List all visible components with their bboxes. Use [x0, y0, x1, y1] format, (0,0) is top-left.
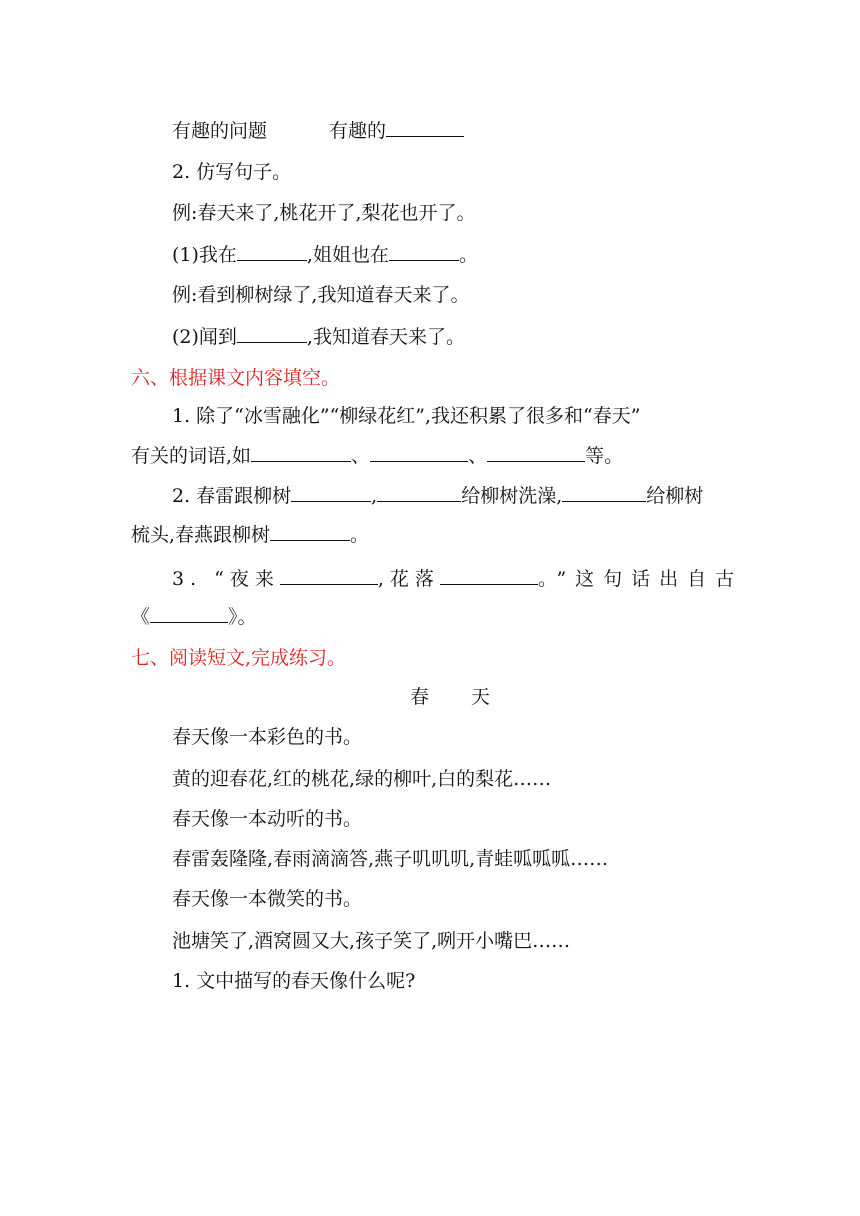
sentence-text: 给柳树洗澡,: [461, 485, 563, 507]
question-text: 1. 文中描写的春天像什么呢?: [172, 970, 416, 992]
sentence-text: 3. “夜来: [172, 568, 280, 590]
answer-blank[interactable]: [150, 604, 228, 623]
answer-blank[interactable]: [280, 566, 378, 585]
passage-paragraph: 春天像一本动听的书。: [172, 808, 363, 830]
question-text: 1. 除了“冰雪融化”“柳绿花红”,我还积累了很多和“春天”: [172, 405, 641, 427]
answer-blank[interactable]: [237, 324, 307, 343]
example-sentence: 例:看到柳树绿了,我知道春天来了。: [172, 284, 470, 306]
phrase-exercise-line: [172, 118, 464, 143]
answer-blank[interactable]: [562, 483, 646, 502]
passage-title: 春天: [410, 686, 533, 708]
answer-blank[interactable]: [487, 443, 585, 462]
answer-blank[interactable]: [377, 483, 461, 502]
answer-blank[interactable]: [389, 242, 459, 261]
fill-line: [172, 483, 703, 508]
example-sentence: 例:春天来了,桃花开了,梨花也开了。: [172, 202, 476, 224]
sentence-text: (2)闻到: [172, 326, 237, 348]
sentence-text: 》。: [228, 606, 257, 628]
sentence-text: ,姐姐也在: [306, 244, 389, 266]
sentence-text: 给柳树: [646, 485, 704, 507]
fill-line: [131, 604, 257, 629]
sentence-text: 《: [131, 606, 151, 628]
sentence-text: ,花落: [377, 568, 440, 590]
answer-blank[interactable]: [370, 443, 468, 462]
answer-blank[interactable]: [251, 443, 351, 462]
answer-blank[interactable]: [270, 522, 350, 541]
sentence-text: 梳头,春燕跟柳树: [131, 524, 271, 546]
fill-sentence-1: [172, 242, 478, 267]
sentence-text: ,: [371, 485, 378, 507]
sentence-text: 、: [468, 445, 488, 467]
passage-paragraph: 春雷轰隆隆,春雨滴滴答,燕子叽叽叽,青蛙呱呱呱……: [172, 848, 609, 870]
sentence-text: 。”这句话出自古: [537, 568, 744, 590]
passage-paragraph: 春天像一本彩色的书。: [172, 726, 363, 748]
fill-line: [172, 566, 743, 591]
fill-line: [131, 443, 623, 468]
answer-blank[interactable]: [386, 118, 464, 137]
sentence-text: 有关的词语,如: [131, 445, 252, 467]
passage-paragraph: 池塘笑了,酒窝圆又大,孩子笑了,咧开小嘴巴……: [172, 930, 571, 952]
sentence-text: 2. 春雷跟柳树: [172, 485, 292, 507]
example-phrase: 有趣的问题: [172, 120, 268, 142]
sentence-text: 。: [350, 524, 370, 546]
question-heading: 2. 仿写句子。: [172, 161, 292, 183]
sentence-text: 。: [458, 244, 478, 266]
sentence-text: (1)我在: [172, 244, 237, 266]
answer-blank[interactable]: [291, 483, 371, 502]
fill-sentence-2: [172, 324, 465, 349]
sentence-text: 等。: [585, 445, 624, 467]
section-heading-6: 六、根据课文内容填空。: [131, 367, 341, 389]
sentence-text: 、: [351, 445, 371, 467]
passage-paragraph: 黄的迎春花,红的桃花,绿的柳叶,白的梨花……: [172, 768, 552, 790]
answer-blank[interactable]: [440, 566, 538, 585]
phrase-prompt: 有趣的: [329, 120, 387, 142]
sentence-text: ,我知道春天来了。: [306, 326, 465, 348]
fill-line: [131, 522, 369, 547]
answer-blank[interactable]: [237, 242, 307, 261]
passage-paragraph: 春天像一本微笑的书。: [172, 888, 363, 910]
section-heading-7: 七、阅读短文,完成练习。: [131, 647, 347, 669]
